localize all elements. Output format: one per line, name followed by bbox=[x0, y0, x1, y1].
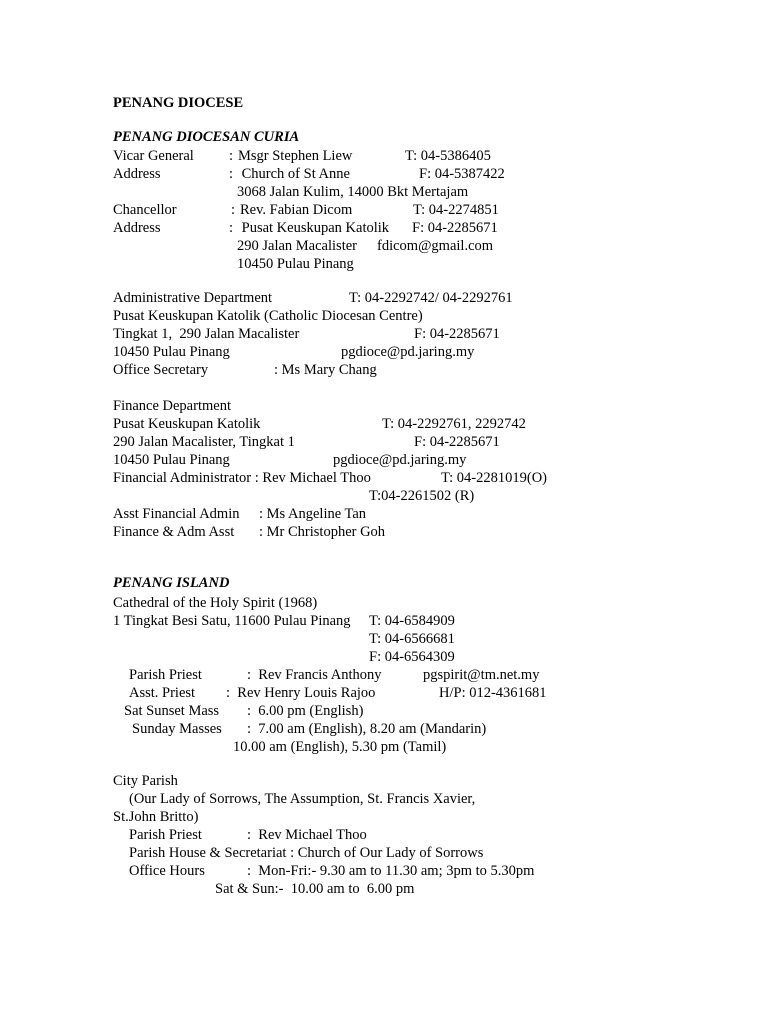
sunday-masses-value2: 10.00 am (English), 5.30 pm (Tamil) bbox=[233, 739, 447, 755]
chancellor-address-line3: 10450 Pulau Pinang bbox=[237, 256, 354, 272]
city-parish-churches-line2: St.John Britto) bbox=[113, 809, 199, 825]
cathedral-asst-priest-label: Asst. Priest bbox=[129, 685, 196, 701]
asst-financial-admin-name: : Ms Angeline Tan bbox=[259, 506, 367, 522]
cathedral-address: 1 Tingkat Besi Satu, 11600 Pulau Pinang bbox=[113, 613, 351, 629]
vicar-colon: : bbox=[229, 148, 234, 164]
vicar-fax: F: 04-5387422 bbox=[419, 166, 505, 182]
asst-financial-admin-label: Asst Financial Admin bbox=[113, 506, 240, 522]
cathedral-priest-label: Parish Priest bbox=[129, 667, 202, 683]
chancellor-address-line1: Pusat Keuskupan Katolik bbox=[238, 220, 390, 236]
office-hours-value2: Sat & Sun:- 10.00 am to 6.00 pm bbox=[215, 881, 415, 897]
office-hours-value: : Mon-Fri:- 9.30 am to 11.30 am; 3pm to 5.30pm bbox=[247, 863, 535, 879]
vicar-phone: T: 04-5386405 bbox=[405, 148, 491, 164]
chancellor-email: fdicom@gmail.com bbox=[377, 238, 494, 254]
admin-dept-line2: Tingkat 1, 290 Jalan Macalister bbox=[113, 326, 300, 342]
office-secretary-name: : Ms Mary Chang bbox=[274, 362, 377, 378]
city-parish-churches-line1: (Our Lady of Sorrows, The Assumption, St. Francis Xavier, bbox=[129, 791, 476, 807]
section-heading-curia: PENANG DIOCESAN CURIA bbox=[113, 129, 300, 145]
city-parish-name: City Parish bbox=[113, 773, 178, 789]
cathedral-phone2: T: 04-6566681 bbox=[369, 631, 455, 647]
office-secretary-label: Office Secretary bbox=[113, 362, 209, 378]
chancellor-name: Rev. Fabian Dicom bbox=[240, 202, 353, 218]
sat-sunset-mass-value: : 6.00 pm (English) bbox=[247, 703, 364, 719]
sat-sunset-mass-label: Sat Sunset Mass bbox=[124, 703, 220, 719]
vicar-address-line2: 3068 Jalan Kulim, 14000 Bkt Mertajam bbox=[237, 184, 469, 200]
finance-adm-asst-name: : Mr Christopher Goh bbox=[259, 524, 386, 540]
finance-dept-email: pgdioce@pd.jaring.my bbox=[333, 452, 467, 468]
vicar-label: Vicar General bbox=[113, 148, 194, 164]
cathedral-name: Cathedral of the Holy Spirit (1968) bbox=[113, 595, 318, 611]
financial-administrator-phone-residence: T:04-2261502 (R) bbox=[369, 488, 475, 504]
chancellor-label: Chancellor bbox=[113, 202, 177, 218]
chancellor-address-colon: : bbox=[229, 220, 234, 236]
admin-dept-line1: Pusat Keuskupan Katolik (Catholic Diocesan Centre) bbox=[113, 308, 423, 324]
cathedral-email: pgspirit@tm.net.my bbox=[423, 667, 540, 683]
page-title: PENANG DIOCESE bbox=[113, 95, 244, 111]
financial-administrator: Financial Administrator : Rev Michael Thoo bbox=[113, 470, 371, 486]
cathedral-fax: F: 04-6564309 bbox=[369, 649, 455, 665]
admin-dept-phone: T: 04-2292742/ 04-2292761 bbox=[349, 290, 513, 306]
admin-dept-email: pgdioce@pd.jaring.my bbox=[341, 344, 475, 360]
cathedral-asst-priest-hp: H/P: 012-4361681 bbox=[439, 685, 547, 701]
finance-dept-line3: 10450 Pulau Pinang bbox=[113, 452, 230, 468]
finance-dept-line2: 290 Jalan Macalister, Tingkat 1 bbox=[113, 434, 295, 450]
chancellor-phone: T: 04-2274851 bbox=[413, 202, 499, 218]
vicar-name: Msgr Stephen Liew bbox=[238, 148, 353, 164]
admin-dept-heading: Administrative Department bbox=[113, 290, 273, 306]
admin-dept-fax: F: 04-2285671 bbox=[414, 326, 500, 342]
vicar-address-colon: : bbox=[229, 166, 234, 182]
city-parish-house: Parish House & Secretariat : Church of Our Lady of Sorrows bbox=[129, 845, 484, 861]
cathedral-priest-name: : Rev Francis Anthony bbox=[247, 667, 382, 683]
city-parish-priest-name: : Rev Michael Thoo bbox=[247, 827, 367, 843]
chancellor-colon: : bbox=[231, 202, 236, 218]
cathedral-asst-priest-name: : Rev Henry Louis Rajoo bbox=[226, 685, 376, 701]
finance-dept-line1: Pusat Keuskupan Katolik bbox=[113, 416, 261, 432]
cathedral-phone1: T: 04-6584909 bbox=[369, 613, 455, 629]
financial-administrator-phone-office: T: 04-2281019(O) bbox=[441, 470, 547, 486]
vicar-address-line1: Church of St Anne bbox=[238, 166, 350, 182]
section-heading-island: PENANG ISLAND bbox=[113, 575, 230, 591]
sunday-masses-value: : 7.00 am (English), 8.20 am (Mandarin) bbox=[247, 721, 487, 737]
finance-dept-fax: F: 04-2285671 bbox=[414, 434, 500, 450]
finance-adm-asst-label: Finance & Adm Asst bbox=[113, 524, 235, 540]
office-hours-label: Office Hours bbox=[129, 863, 205, 879]
chancellor-address-label: Address bbox=[113, 220, 161, 236]
chancellor-fax: F: 04-2285671 bbox=[412, 220, 498, 236]
admin-dept-line3: 10450 Pulau Pinang bbox=[113, 344, 230, 360]
chancellor-address-line2: 290 Jalan Macalister bbox=[237, 238, 357, 254]
sunday-masses-label: Sunday Masses bbox=[132, 721, 222, 737]
finance-dept-heading: Finance Department bbox=[113, 398, 231, 414]
finance-dept-phone: T: 04-2292761, 2292742 bbox=[382, 416, 526, 432]
vicar-address-label: Address bbox=[113, 166, 161, 182]
city-parish-priest-label: Parish Priest bbox=[129, 827, 202, 843]
